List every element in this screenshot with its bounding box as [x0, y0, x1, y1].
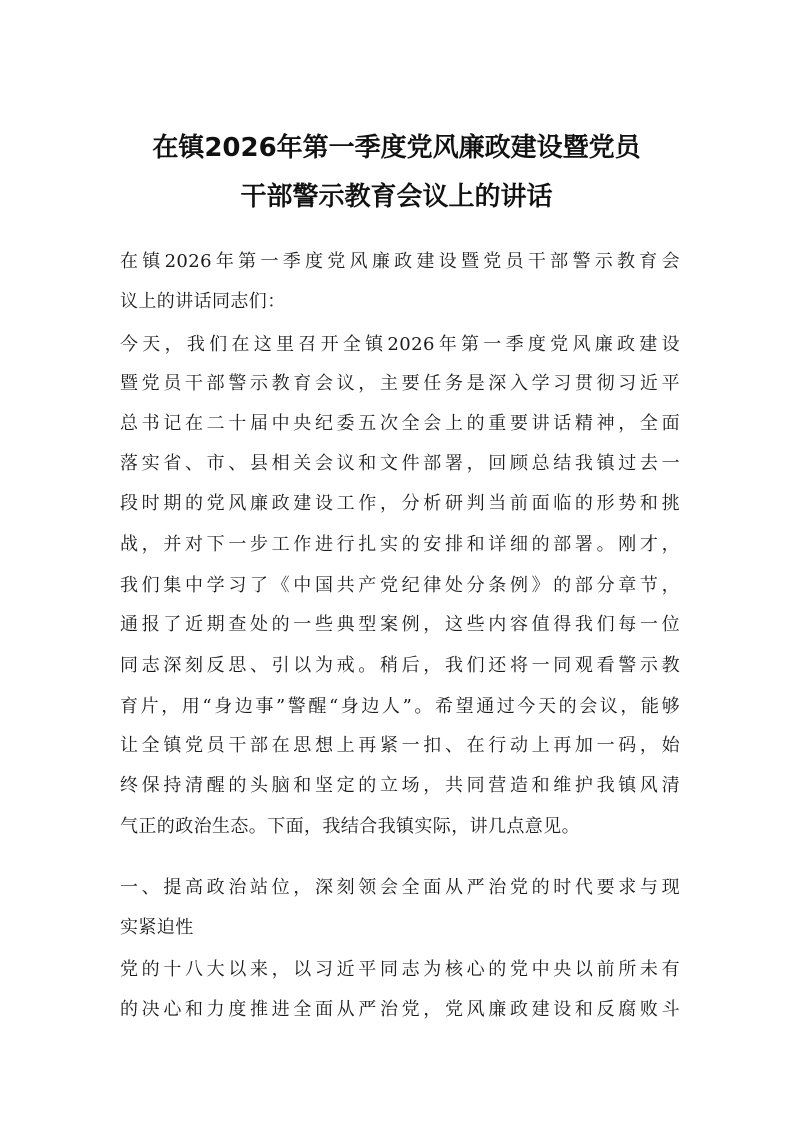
body-line: 总书记在二十届中央纪委五次全会上的重要讲话精神，全面 — [120, 413, 680, 434]
body-line: 议上的讲话同志们： — [120, 291, 286, 312]
section-heading-line: 一、提高政治站位，深刻领会全面从严治党的时代要求与现 — [120, 877, 680, 898]
body-line: 落实省、市、县相关会议和文件部署，回顾总结我镇过去一 — [120, 453, 680, 474]
body-line: 今天，我们在这里召开全镇2026年第一季度党风廉政建设 — [120, 334, 680, 355]
body-line: 党的十八大以来，以习近平同志为核心的党中央以前所未有 — [120, 959, 680, 980]
body-line: 育片，用“身边事”警醒“身边人”。希望通过今天的会议，能够 — [120, 696, 680, 717]
body-line: 在镇2026年第一季度党风廉政建设暨党员干部警示教育会 — [120, 251, 680, 272]
document-title-line-2: 干部警示教育会议上的讲话 — [240, 182, 553, 212]
body-line: 让全镇党员干部在思想上再紧一扣、在行动上再加一码，始 — [120, 735, 680, 756]
body-line: 的决心和力度推进全面从严治党，党风廉政建设和反腐败斗 — [120, 999, 680, 1020]
body-line: 我们集中学习了《中国共产党纪律处分条例》的部分章节， — [120, 575, 680, 596]
document-title-line-1: 在镇2026年第一季度党风廉政建设暨党员 — [152, 133, 641, 163]
body-line: 段时期的党风廉政建设工作，分析研判当前面临的形势和挑 — [120, 493, 680, 514]
body-line: 气正的政治生态。下面，我结合我镇实际，讲几点意见。 — [120, 816, 580, 837]
section-heading-line: 实紧迫性 — [120, 917, 194, 938]
body-line: 同志深刻反思、引以为戒。稍后，我们还将一同观看警示教 — [120, 655, 680, 676]
body-line: 通报了近期查处的一些典型案例，这些内容值得我们每一位 — [120, 614, 680, 635]
body-line: 终保持清醒的头脑和坚定的立场，共同营造和维护我镇风清 — [120, 775, 680, 796]
body-line: 暨党员干部警示教育会议，主要任务是深入学习贯彻习近平 — [120, 373, 680, 394]
body-line: 战，并对下一步工作进行扎实的安排和详细的部署。刚才， — [120, 534, 680, 555]
